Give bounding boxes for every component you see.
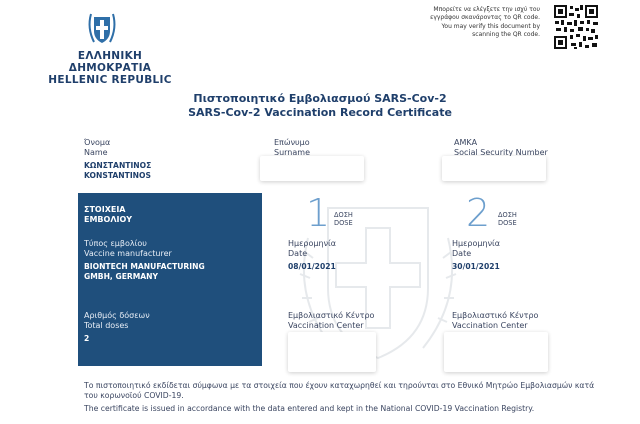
dose-2-center-label-greek: Εμβολιαστικό Κέντρο — [452, 311, 539, 320]
vaccine-type-label-greek: Τύπος εμβολίου — [84, 239, 147, 248]
title-english: SARS-Cov-2 Vaccination Record Certificate — [188, 106, 452, 119]
doses-label-greek: Αριθμός δόσεων — [84, 311, 150, 320]
dose-1-date: 08/01/2021 — [288, 262, 336, 271]
dose-1-number: 1 — [306, 191, 331, 235]
name-label-greek: Όνομα — [84, 138, 111, 147]
dose-2-label-english: DOSE — [498, 219, 517, 227]
doses-label-english: Total doses — [84, 320, 129, 330]
name-field — [84, 138, 151, 180]
name-value-english: KONSTANTINOS — [84, 170, 151, 180]
amka-label-english: Social Security Number — [454, 147, 548, 157]
dose-1-center-label-greek: Εμβολιαστικό Κέντρο — [288, 311, 375, 320]
footer-note-greek: Το πιστοποιητικό εκδίδεται σύμφωνα με τα στοιχεία που έχουν καταχωρηθεί και τηρούνται στο Εθνικό Μητρώο Εμβολιασμών κατά του κορωνοϊού COVID-19. — [84, 381, 595, 400]
dose-1-center-box — [288, 332, 376, 372]
name-label-english: Name — [84, 147, 108, 157]
vaccine-section-title-line1: ΣΤΟΙΧΕΙΑ — [84, 205, 126, 214]
dose-2-center-label-english: Vaccination Center — [452, 320, 528, 330]
amka-field — [454, 138, 548, 157]
dose-2-number: 2 — [466, 191, 491, 235]
hellenic-coat-of-arms-icon — [85, 12, 119, 46]
republic-name-greek: ΕΛΛΗΝΙΚΗ ΔΗΜΟΚΡΑΤΙΑ — [68, 50, 152, 74]
surname-label-greek: Επώνυμο — [274, 138, 310, 147]
qr-code[interactable] — [553, 4, 599, 50]
dose-1-center-label-english: Vaccination Center — [288, 320, 364, 330]
dose-1-label-english: DOSE — [334, 219, 353, 227]
republic-name-english: HELLENIC REPUBLIC — [48, 74, 172, 86]
dose-2-label-greek: ΔΟΣΗ — [498, 211, 517, 219]
dose-1-date-label-english: Date — [288, 248, 308, 258]
qr-note-line: You may verify this document by — [441, 22, 540, 30]
dose-1-label-greek: ΔΟΣΗ — [334, 211, 353, 219]
dose-1-date-label-greek: Ημερομηνία — [288, 239, 337, 248]
dose-2-date-label-greek: Ημερομηνία — [452, 239, 501, 248]
vaccine-section-title-line2: ΕΜΒΟΛΙΟΥ — [84, 215, 133, 224]
vaccine-manufacturer-line2: GMBH, GERMANY — [84, 271, 159, 281]
qr-note-line: scanning the QR code. — [472, 30, 540, 38]
title-greek: Πιστοποιητικό Εμβολιασμού SARS-Cov-2 — [193, 92, 447, 105]
dose-2-date: 30/01/2021 — [452, 262, 500, 271]
vaccine-details-panel — [78, 193, 262, 366]
dose-2-date-label-english: Date — [452, 248, 472, 258]
amka-value-box — [442, 156, 546, 181]
amka-label-greek: ΑΜΚΑ — [454, 138, 478, 147]
surname-field — [274, 138, 310, 157]
vaccine-type-label-english: Vaccine manufacturer — [84, 248, 172, 258]
qr-note-line: Μπορείτε να ελέγξετε την ισχύ του — [433, 6, 540, 13]
footer-note-english: The certificate is issued in accordance with the data entered and kept in the National COVID-19 Vaccination Registry. — [84, 404, 535, 413]
vaccine-manufacturer-line1: BIONTECH MANUFACTURING — [84, 262, 205, 271]
republic-name — [40, 50, 180, 86]
qr-note-line: εγγράφου σκανάροντας το QR code. — [430, 14, 540, 22]
dose-2-center-box — [444, 332, 548, 372]
surname-value-box — [260, 156, 364, 181]
qr-verify-note — [380, 6, 540, 39]
surname-label-english: Surname — [274, 147, 310, 157]
name-value-greek: ΚΩΝΣΤΑΝΤΙΝΟΣ — [84, 161, 152, 170]
doses-value: 2 — [84, 334, 90, 343]
